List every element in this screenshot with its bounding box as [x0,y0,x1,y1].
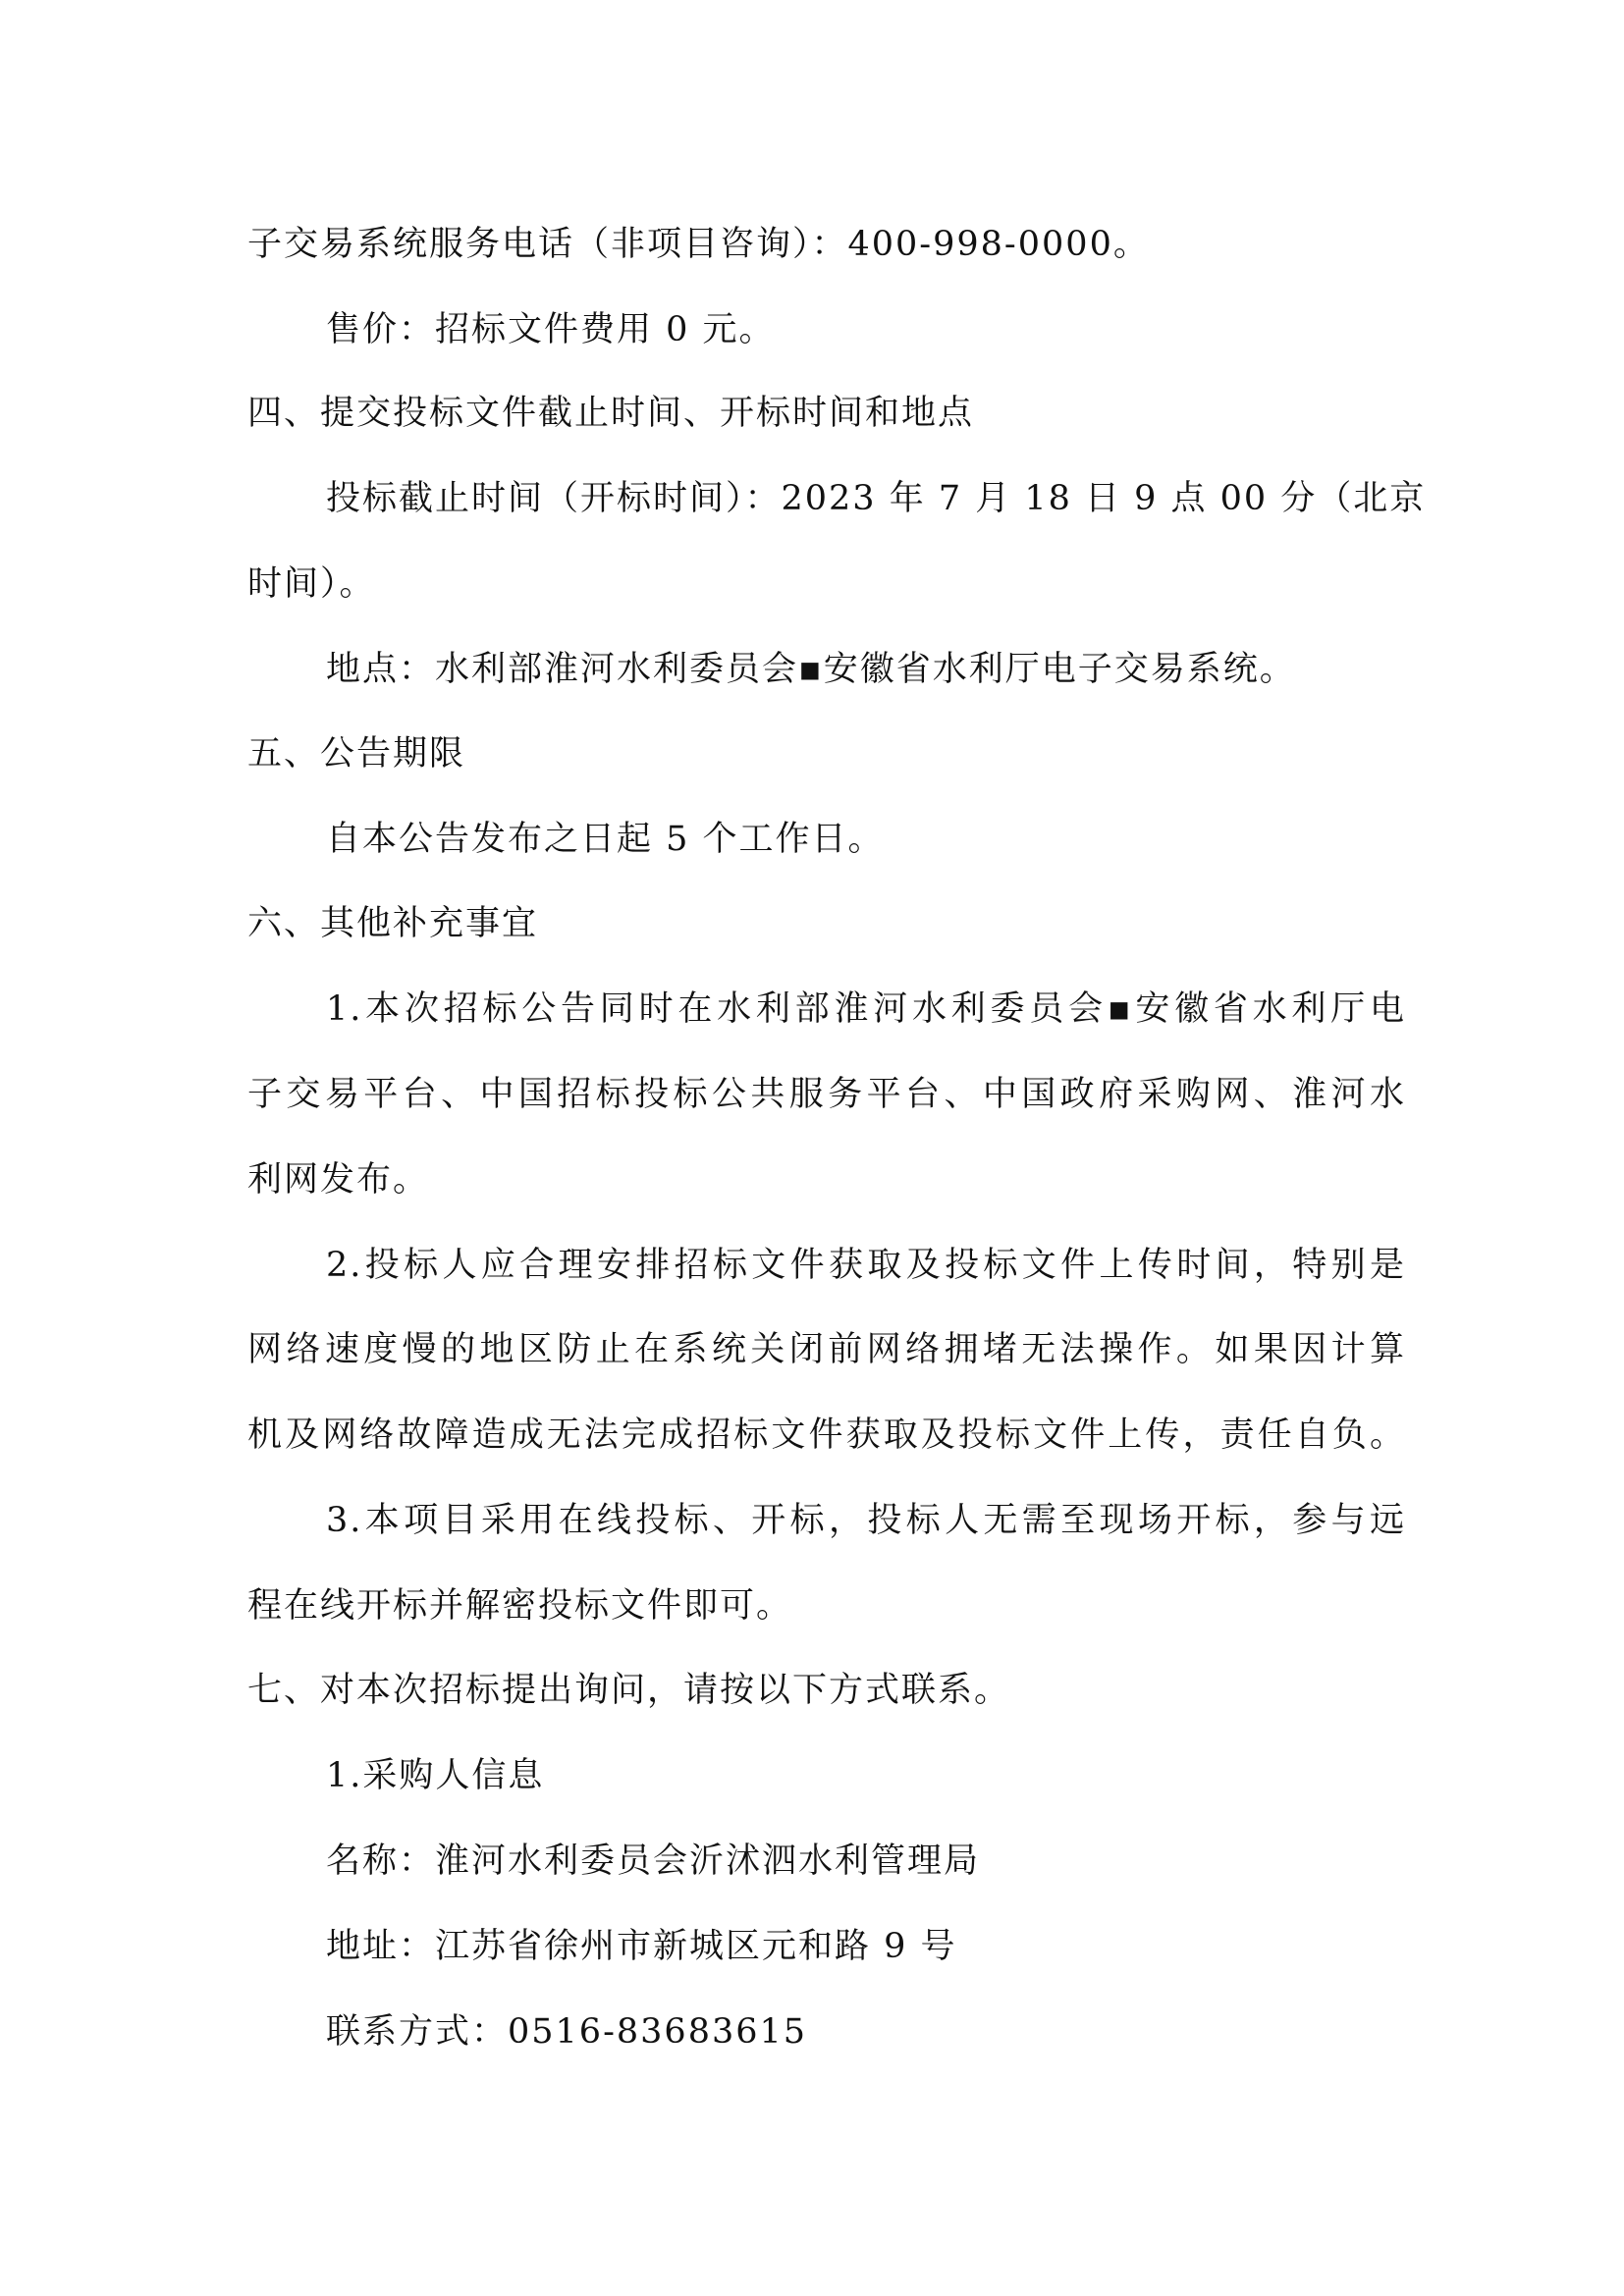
body-text-line: 子交易系统服务电话（非项目咨询）：400-998-0000。 [247,225,1150,264]
section-heading-7: 七、对本次招标提出询问，请按以下方式联系。 [247,1671,1011,1710]
section-heading-4: 四、提交投标文件截止时间、开标时间和地点 [247,394,975,433]
notice-period-line: 自本公告发布之日起 5 个工作日。 [326,820,885,859]
item-2-line-cont: 网络速度慢的地区防止在系统关闭前网络拥堵无法操作。如果因计算 [247,1330,1406,1369]
deadline-line: 投标截止时间（开标时间）：2023 年 7 月 18 日 9 点 00 分（北京 [326,479,1427,518]
item-1-line: 1.本次招标公告同时在水利部淮河水利委员会▪安徽省水利厅电 [326,989,1406,1029]
purchaser-name-line: 名称：淮河水利委员会沂沭泗水利管理局 [326,1842,981,1881]
section-heading-5: 五、公告期限 [247,734,466,774]
item-2-line: 2.投标人应合理安排招标文件获取及投标文件上传时间，特别是 [326,1246,1406,1285]
item-1-line-end: 利网发布。 [247,1160,430,1200]
item-2-line-end: 机及网络故障造成无法完成招标文件获取及投标文件上传，责任自负。 [247,1415,1406,1455]
deadline-line-cont: 时间）。 [247,564,376,604]
item-1-line-cont: 子交易平台、中国招标投标公共服务平台、中国政府采购网、淮河水 [247,1075,1406,1114]
purchaser-info-heading: 1.采购人信息 [326,1756,545,1795]
item-3-line-end: 程在线开标并解密投标文件即可。 [247,1586,793,1626]
sale-price-line: 售价：招标文件费用 0 元。 [326,310,776,349]
purchaser-address-line: 地址：江苏省徐州市新城区元和路 9 号 [326,1927,957,1966]
item-3-line: 3.本项目采用在线投标、开标，投标人无需至现场开标，参与远 [326,1501,1406,1540]
location-line: 地点：水利部淮河水利委员会▪安徽省水利厅电子交易系统。 [326,650,1296,689]
section-heading-6: 六、其他补充事宜 [247,904,539,943]
purchaser-contact-line: 联系方式：0516-83683615 [326,2012,808,2052]
